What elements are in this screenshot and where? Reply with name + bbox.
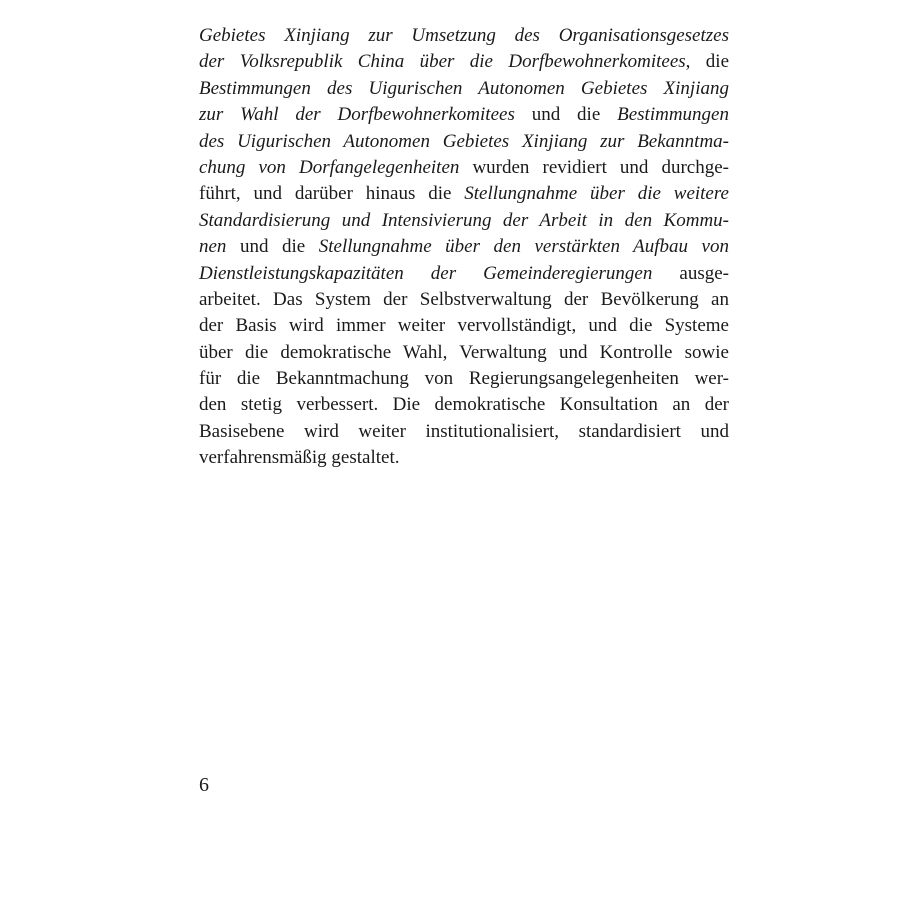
text-line [199,155,729,181]
text-line [199,445,729,471]
body-text-run: für die Bekanntmachung von Regierungsangelegenheiten wer- [199,368,729,390]
text-line [199,366,729,392]
body-text-run: arbeitet. Das System der Selbstverwaltung der Bevölkerung an [199,288,729,310]
italic-title-text: Stellungnahme über den verstärkten Aufbau von [318,236,729,258]
body-text-run: , die [685,51,729,73]
italic-title-text: Stellungnahme über die weitere [464,183,729,205]
text-line [199,313,729,339]
text-line [199,340,729,366]
body-text-run: und die [226,236,319,258]
italic-title-text: nen [199,236,227,258]
italic-title-text: Standardisierung und Intensivierung der Arbeit in den Kommu- [199,209,729,231]
italic-title-text: Dienstleistungskapazitäten der Gemeinderegierungen [199,262,653,284]
body-text-run: ausge- [652,262,729,284]
page-number: 6 [199,774,209,796]
italic-title-text: Bestimmungen des Uigurischen Autonomen Gebietes Xinjiang [199,77,729,99]
text-line [199,261,729,287]
text-line [199,392,729,418]
text-line [199,287,729,313]
text-line [199,234,729,260]
text-line [199,181,729,207]
body-text [199,23,729,472]
text-line [199,129,729,155]
body-text-run: führt, und darüber hinaus die [199,183,465,205]
italic-title-text: der Volksrepublik China über die Dorfbewohnerkomitees [199,51,686,73]
text-line [199,49,729,75]
italic-title-text: Bestimmungen [617,104,729,126]
italic-title-text: Gebietes Xinjiang zur Umsetzung des Organisationsgesetzes [199,25,729,46]
text-line [199,208,729,234]
body-text-run: und die [514,104,618,126]
text-line [199,102,729,128]
body-text-run: über die demokratische Wahl, Verwaltung und Kontrolle sowie [199,341,729,363]
italic-title-text: zur Wahl der Dorfbewohnerkomitees [199,104,515,126]
text-line [199,76,729,102]
text-line [199,419,729,445]
italic-title-text: chung von Dorfangelegenheiten [199,156,460,178]
text-line [199,23,729,49]
body-text-run: der Basis wird immer weiter vervollständigt, und die Systeme [199,315,729,337]
body-text-run: verfahrensmäßig gestaltet. [199,447,400,469]
body-text-run: wurden revidiert und durchge- [459,156,729,178]
body-text-run: Basisebene wird weiter institutionalisiert, standardisiert und [199,420,729,442]
italic-title-text: des Uigurischen Autonomen Gebietes Xinjiang zur Bekanntma- [199,130,729,152]
body-text-run: den stetig verbessert. Die demokratische Konsultation an der [199,394,729,416]
